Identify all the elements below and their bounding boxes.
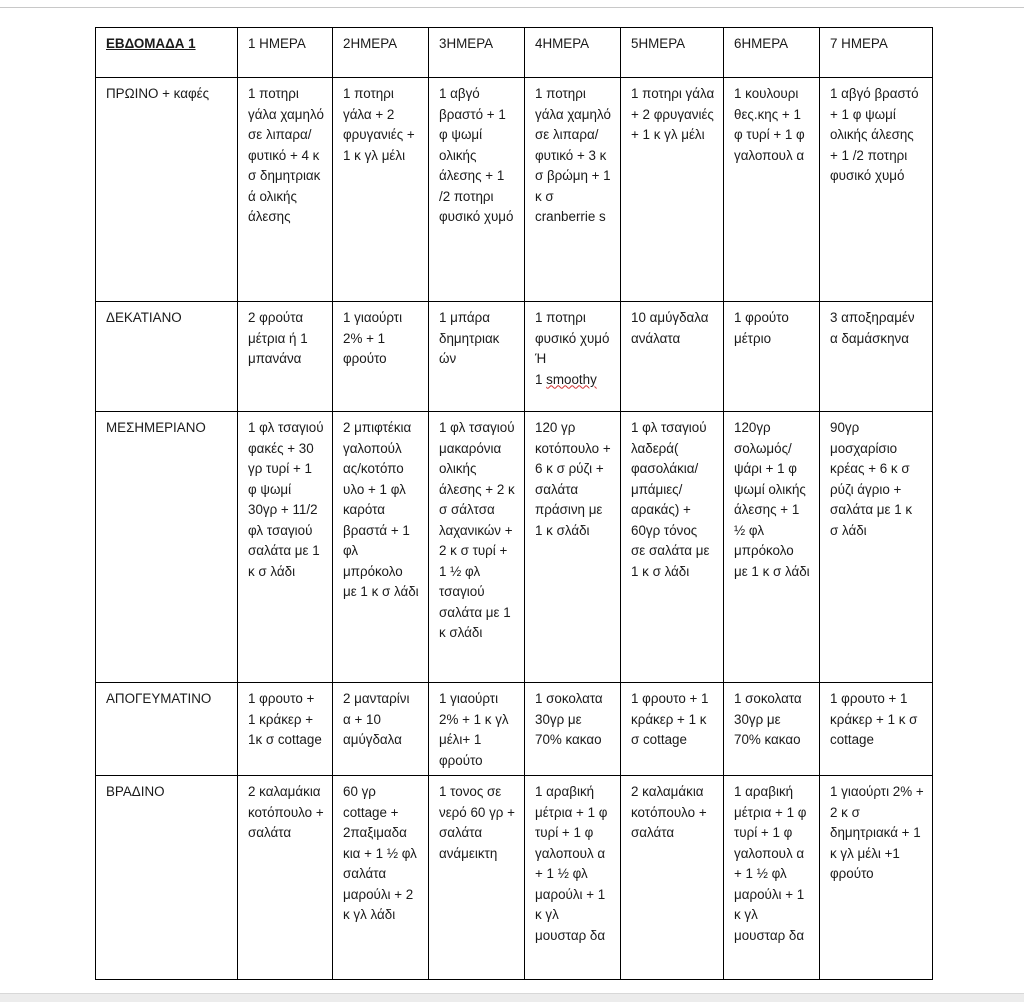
meal-cell: 1 γιαούρτι 2% + 1 κ γλ μέλι+ 1 φρούτο — [429, 683, 525, 776]
meal-cell: 1 φρούτο μέτριο — [724, 302, 820, 412]
meal-cell: 2 μπιφτέκια γαλοπούλ ας/κοτόπο υλο + 1 φλ καρότα βραστά + 1 φλ μπρόκολο με 1 κ σ λάδι — [333, 412, 429, 683]
meal-cell-day4 — [525, 302, 621, 412]
meal-cell: 60 γρ cottage + 2παξιμαδα κια + 1 ½ φλ σαλάτα μαρούλι + 2 κ γλ λάδι — [333, 776, 429, 980]
header-row — [96, 28, 933, 78]
day-header: 1 ΗΜΕΡΑ — [238, 28, 333, 78]
meal-cell: 90γρ μοσχαρίσιο κρέας + 6 κ σ ρύζι άγριο + σαλάτα με 1 κ σ λάδι — [820, 412, 933, 683]
meal-cell: 1 φλ τσαγιού φακές + 30 γρ τυρί + 1 φ ψωμί 30γρ + 11/2 φλ τσαγιού σαλάτα με 1 κ σ λάδι — [238, 412, 333, 683]
meal-cell: 120 γρ κοτόπουλο + 6 κ σ ρύζι + σαλάτα πράσινη με 1 κ σλάδι — [525, 412, 621, 683]
meal-label: ΠΡΩΙΝΟ + καφές — [96, 78, 238, 302]
top-divider — [0, 7, 1024, 8]
meal-cell: 1 ποτηρι γάλα + 2 φρυγανιές + 1 κ γλ μέλι — [333, 78, 429, 302]
meal-cell: 1 αραβική μέτρια + 1 φ τυρί + 1 φ γαλοπουλ α + 1 ½ φλ μαρούλι + 1 κ γλ μουσταρ δα — [724, 776, 820, 980]
day-header: 7 ΗΜΕΡΑ — [820, 28, 933, 78]
meal-cell: 1 φρουτο + 1 κράκερ + 1 κ σ cottage — [820, 683, 933, 776]
meal-cell: 1 τονος σε νερό 60 γρ + σαλάτα ανάμεικτη — [429, 776, 525, 980]
meal-cell: 2 καλαμάκια κοτόπουλο + σαλάτα — [621, 776, 724, 980]
smoothy-prefix: 1 — [535, 371, 547, 387]
meal-cell: 1 φλ τσαγιού μακαρόνια ολικής άλεσης + 2 κ σ σάλτσα λαχανικών + 2 κ σ τυρί + 1 ½ φλ τσαγιού σαλάτα με 1 κ σλάδι — [429, 412, 525, 683]
meal-row-snack-morning — [96, 302, 933, 412]
day-header: 4ΗΜΕΡΑ — [525, 28, 621, 78]
day-header: 3ΗΜΕΡΑ — [429, 28, 525, 78]
meal-plan-table — [95, 27, 933, 980]
meal-label: ΑΠΟΓΕΥΜΑΤΙΝΟ — [96, 683, 238, 776]
week-title: ΕΒΔΟΜΑΔΑ 1 — [106, 36, 196, 51]
meal-cell: 1 γιαούρτι 2% + 2 κ σ δημητριακά + 1 κ γλ μέλι +1 φρούτο — [820, 776, 933, 980]
meal-cell: 1 μπάρα δημητριακ ών — [429, 302, 525, 412]
meal-cell: 2 φρούτα μέτρια ή 1 μπανάνα — [238, 302, 333, 412]
meal-cell: 1 αραβική μέτρια + 1 φ τυρί + 1 φ γαλοπουλ α + 1 ½ φλ μαρούλι + 1 κ γλ μουσταρ δα — [525, 776, 621, 980]
meal-cell: 1 γιαούρτι 2% + 1 φρούτο — [333, 302, 429, 412]
meal-cell: 10 αμύγδαλα ανάλατα — [621, 302, 724, 412]
day-header: 2ΗΜΕΡΑ — [333, 28, 429, 78]
meal-cell: 1 φρουτο + 1 κράκερ + 1κ σ cottage — [238, 683, 333, 776]
meal-cell: 3 αποξηραμέν α δαμάσκηνα — [820, 302, 933, 412]
meal-row-breakfast — [96, 78, 933, 302]
meal-cell: 1 ποτηρι γάλα + 2 φρυγανιές + 1 κ γλ μέλι — [621, 78, 724, 302]
day-header: 6ΗΜΕΡΑ — [724, 28, 820, 78]
smoothy-word: smoothy — [546, 371, 597, 387]
meal-row-afternoon — [96, 683, 933, 776]
day-header: 5ΗΜΕΡΑ — [621, 28, 724, 78]
meal-cell: 1 αβγό βραστό + 1 φ ψωμί ολικής άλεσης + 1 /2 ποτηρι φυσικό χυμό — [820, 78, 933, 302]
meal-label: ΔΕΚΑΤΙΑΝΟ — [96, 302, 238, 412]
meal-cell: 120γρ σολωμός/ ψάρι + 1 φ ψωμί ολικής άλεσης + 1 ½ φλ μπρόκολο με 1 κ σ λάδι — [724, 412, 820, 683]
week-title-cell — [96, 28, 238, 78]
meal-cell: 1 σοκολατα 30γρ με 70% κακαο — [525, 683, 621, 776]
meal-label: ΒΡΑΔΙΝΟ — [96, 776, 238, 980]
meal-row-dinner — [96, 776, 933, 980]
meal-cell: 1 φλ τσαγιού λαδερά( φασολάκια/ μπάμιες/ αρακάς) + 60γρ τόνος σε σαλάτα με 1 κ σ λάδι — [621, 412, 724, 683]
meal-cell: 1 φρουτο + 1 κράκερ + 1 κ σ cottage — [621, 683, 724, 776]
meal-label: ΜΕΣΗΜΕΡΙΑΝΟ — [96, 412, 238, 683]
meal-cell: 1 ποτηρι γάλα χαμηλό σε λιπαρα/ φυτικό + 4 κ σ δημητριακ ά ολικής άλεσης — [238, 78, 333, 302]
meal-cell: 2 καλαμάκια κοτόπουλο + σαλάτα — [238, 776, 333, 980]
meal-row-lunch — [96, 412, 933, 683]
meal-cell: 1 σοκολατα 30γρ με 70% κακαο — [724, 683, 820, 776]
meal-cell-text: 1 ποτηρι φυσικό χυμό Ή — [535, 310, 610, 366]
meal-cell: 2 μανταρίνι α + 10 αμύγδαλα — [333, 683, 429, 776]
meal-cell: 1 αβγό βραστό + 1 φ ψωμί ολικής άλεσης + 1 /2 ποτηρι φυσικό χυμό — [429, 78, 525, 302]
meal-cell: 1 ποτηρι γάλα χαμηλό σε λιπαρα/ φυτικό + 3 κ σ βρώμη + 1 κ σ cranberrie s — [525, 78, 621, 302]
meal-cell: 1 κουλουρι θες.κης + 1 φ τυρί + 1 φ γαλοπουλ α — [724, 78, 820, 302]
